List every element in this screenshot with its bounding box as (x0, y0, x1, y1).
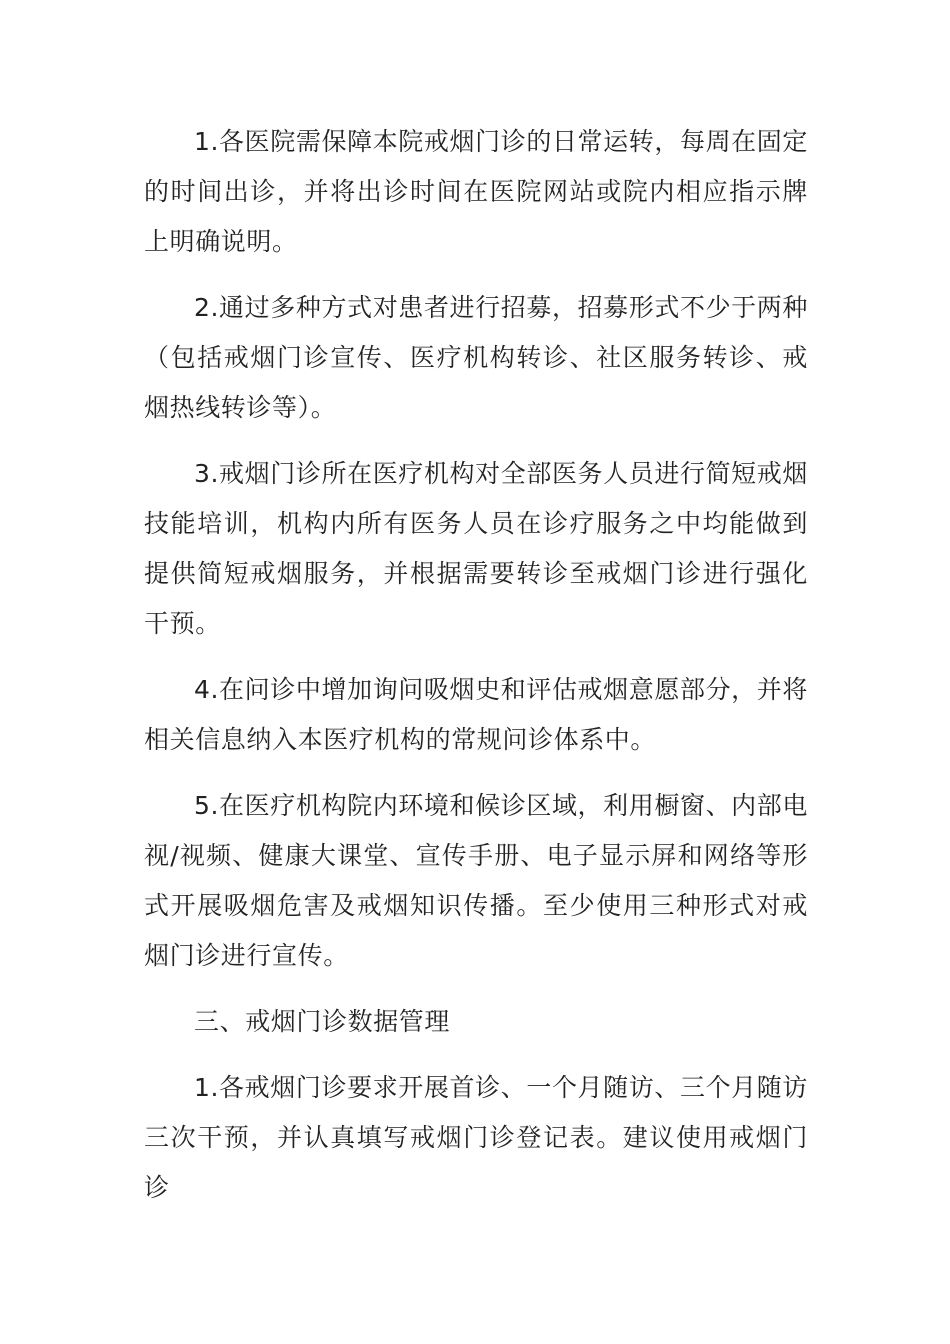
paragraph-follow-up: 1.各戒烟门诊要求开展首诊、一个月随访、三个月随访三次干预，并认真填写戒烟门诊登记表。建议使用戒烟门诊 (144, 1073, 808, 1202)
paragraph-publicity: 5.在医疗机构院内环境和候诊区域，利用橱窗、内部电视/视频、健康大课堂、宣传手册、电子显示屏和网络等形式开展吸烟危害及戒烟知识传播。至少使用三种形式对戒烟门诊进行宣传。 (144, 791, 808, 970)
section-heading-data-management: 三、戒烟门诊数据管理 (194, 1007, 451, 1036)
document-body (144, 117, 808, 1229)
paragraph-clinic-operation: 1.各医院需保障本院戒烟门诊的日常运转，每周在固定的时间出诊，并将出诊时间在医院网站或院内相应指示牌上明确说明。 (144, 127, 808, 256)
paragraph-patient-recruitment: 2.通过多种方式对患者进行招募，招募形式不少于两种（包括戒烟门诊宣传、医疗机构转诊、社区服务转诊、戒烟热线转诊等）。 (144, 293, 808, 422)
paragraph-consultation-inquiry: 4.在问诊中增加询问吸烟史和评估戒烟意愿部分，并将相关信息纳入本医疗机构的常规问诊体系中。 (144, 675, 808, 754)
paragraph-staff-training: 3.戒烟门诊所在医疗机构对全部医务人员进行简短戒烟技能培训，机构内所有医务人员在诊疗服务之中均能做到提供简短戒烟服务，并根据需要转诊至戒烟门诊进行强化干预。 (144, 459, 808, 638)
